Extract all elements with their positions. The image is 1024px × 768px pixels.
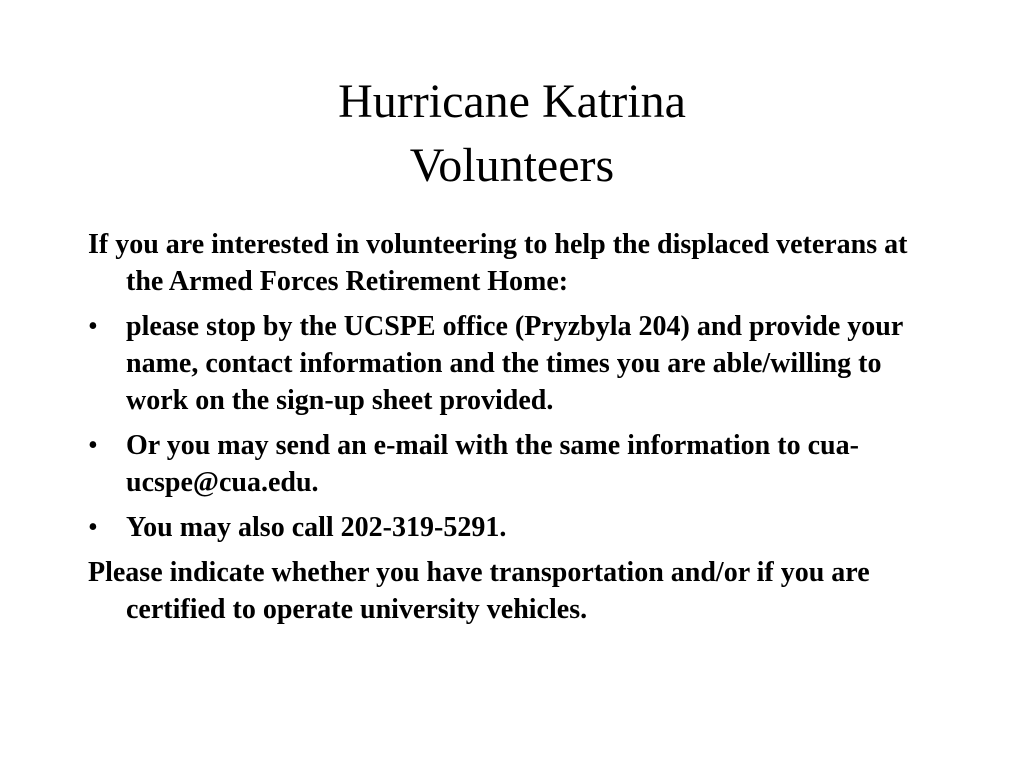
bullet-text: please stop by the UCSPE office (Pryzbyla 204) and provide your name, contact information and the times you are able/willing to work on the sign-up sheet provided.: [126, 311, 903, 416]
bullet-icon: •: [88, 512, 98, 543]
closing-paragraph: Please indicate whether you have transportation and/or if you are certified to operate university vehicles.: [88, 557, 870, 625]
bullet-item: [88, 308, 948, 419]
bullet-icon: •: [88, 311, 98, 342]
intro-paragraph: If you are interested in volunteering to help the displaced veterans at the Armed Forces Retirement Home:: [88, 229, 908, 297]
bullet-item: [88, 509, 948, 546]
bullet-list: [88, 308, 948, 546]
slide-title: [0, 70, 1024, 198]
title-line-2: Volunteers: [409, 139, 615, 192]
bullet-item: [88, 427, 948, 501]
bullet-text: Or you may send an e-mail with the same information to cua-ucspe@cua.edu.: [126, 430, 859, 498]
bullet-icon: •: [88, 430, 98, 461]
bullet-text: You may also call 202-319-5291.: [126, 512, 507, 543]
slide-body: [88, 226, 948, 636]
title-line-1: Hurricane Katrina: [338, 75, 686, 128]
